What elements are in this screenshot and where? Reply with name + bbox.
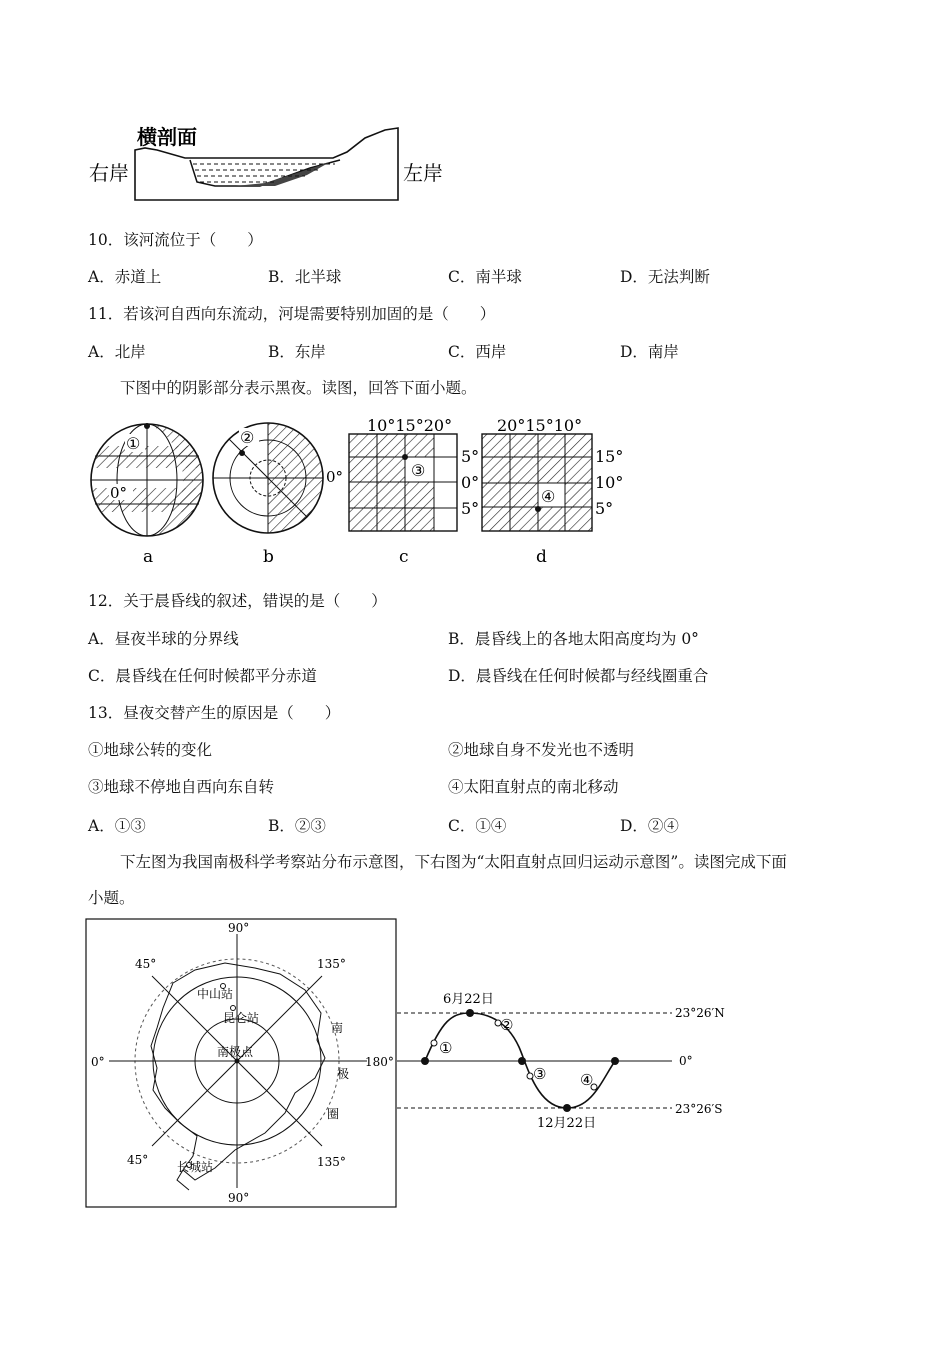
cross-section-title: 横剖面 (137, 125, 197, 149)
diagram-c-right-label: 5° (461, 499, 480, 518)
q11-option-d: D．南岸 (620, 343, 679, 361)
diagram-b-caption: b (263, 547, 274, 567)
diagram-d-top-labels: 20°15°10° (497, 416, 583, 435)
diagram-d-right-label: 15° (595, 447, 624, 466)
sun-migration-figure (397, 985, 737, 1135)
diagram-c (349, 416, 479, 567)
diagram-d-caption: d (536, 547, 547, 567)
diagram-a (85, 423, 215, 567)
south-pole: 南极点 (217, 1045, 254, 1059)
lon-0: 0° (91, 1055, 105, 1069)
q12-option-c: C．晨昏线在任何时候都平分赤道 (88, 667, 317, 685)
q13-option-a: A．①③ (88, 817, 146, 835)
mark-4: ④ (541, 487, 556, 506)
lon-135-bottom-right: 135° (317, 1155, 346, 1169)
lon-180: 180° (365, 1055, 394, 1069)
mark-2: ② (240, 428, 255, 447)
q11-option-c: C．西岸 (448, 343, 507, 361)
diagram-d-right-label: 5° (595, 499, 614, 518)
q13-option-c: C．①④ (448, 817, 507, 835)
q10-option-c: C．南半球 (448, 268, 522, 286)
q10-stem: 10．该河流位于（ ） (88, 231, 263, 249)
equator-label: 0° (679, 1054, 693, 1068)
diagram-c-right-label: 5° (461, 447, 480, 466)
diagram-d-right-label: 10° (595, 473, 624, 492)
q13-option-d: D．②④ (620, 817, 679, 835)
kunlun-station: 昆仑站 (223, 1011, 260, 1025)
diagram-c-right-label: 0° (461, 473, 480, 492)
position-2: ② (500, 1016, 514, 1034)
lon-90-bottom: 90° (228, 1191, 250, 1205)
q11-option-b: B．东岸 (268, 343, 326, 361)
antarctic-circle-label: 圈 (327, 1107, 340, 1121)
q13-option-b: B．②③ (268, 817, 326, 835)
lon-135-top-right: 135° (317, 957, 346, 971)
tropic-south-label: 23°26′S (675, 1102, 723, 1116)
intro-antarctic-line1: 下左图为我国南极科学考察站分布示意图，下右图为“太阳直射点回归运动示意图”。读图完成下面 (120, 853, 787, 871)
june-22-label: 6月22日 (443, 992, 494, 1007)
q13-statement-2: ②地球自身不发光也不透明 (448, 741, 635, 759)
diagram-d (482, 416, 623, 567)
position-4: ④ (580, 1071, 594, 1089)
diagram-b-longitude: 0° (326, 468, 344, 486)
antarctic-circle-label: 南 (331, 1021, 344, 1035)
tropic-north-label: 23°26′N (675, 1006, 725, 1020)
intro-antarctic-line2: 小题。 (88, 889, 135, 907)
intro-day-night: 下图中的阴影部分表示黑夜。读图，回答下面小题。 (120, 379, 477, 397)
dec-22-label: 12月22日 (537, 1116, 597, 1131)
lon-90-top: 90° (228, 921, 250, 935)
q12-option-d: D．晨昏线在任何时候都与经线圈重合 (448, 667, 709, 685)
diagram-c-top-labels: 10°15°20° (367, 416, 453, 435)
diagram-b (213, 420, 343, 567)
diagram-a-latitude: 0° (110, 484, 128, 502)
position-3: ③ (533, 1065, 547, 1083)
q12-option-a: A．昼夜半球的分界线 (88, 630, 239, 648)
mark-1: ① (126, 434, 141, 453)
q13-stem: 13．昼夜交替产生的原因是（ ） (88, 704, 341, 722)
q10-option-b: B．北半球 (268, 268, 342, 286)
q13-statement-1: ①地球公转的变化 (88, 741, 213, 759)
lon-45-top-left: 45° (135, 957, 157, 971)
day-night-figure (85, 410, 635, 570)
right-bank-label: 右岸 (89, 161, 129, 185)
zhongshan-station: 中山站 (197, 987, 234, 1001)
antarctic-circle-label: 极 (337, 1067, 350, 1081)
position-1: ① (439, 1039, 453, 1057)
q13-statement-4: ④太阳直射点的南北移动 (448, 778, 619, 796)
q13-statement-3: ③地球不停地自西向东自转 (88, 778, 275, 796)
cross-section-figure (85, 120, 455, 210)
q11-option-a: A．北岸 (88, 343, 146, 361)
diagram-c-caption: c (399, 547, 409, 567)
q12-option-b: B．晨昏线上的各地太阳高度均为 0° (448, 630, 699, 648)
left-bank-label: 左岸 (403, 161, 443, 185)
q10-option-d: D．无法判断 (620, 268, 710, 286)
mark-3: ③ (411, 461, 426, 480)
lon-45-bottom-left: 45° (127, 1153, 149, 1167)
changcheng-station: 长城站 (177, 1160, 214, 1174)
diagram-a-caption: a (143, 547, 154, 567)
antarctic-map-figure (85, 918, 397, 1208)
q12-stem: 12．关于晨昏线的叙述，错误的是（ ） (88, 592, 387, 610)
q10-option-a: A．赤道上 (88, 268, 162, 286)
q11-stem: 11．若该河自西向东流动，河堤需要特别加固的是（ ） (88, 305, 496, 323)
